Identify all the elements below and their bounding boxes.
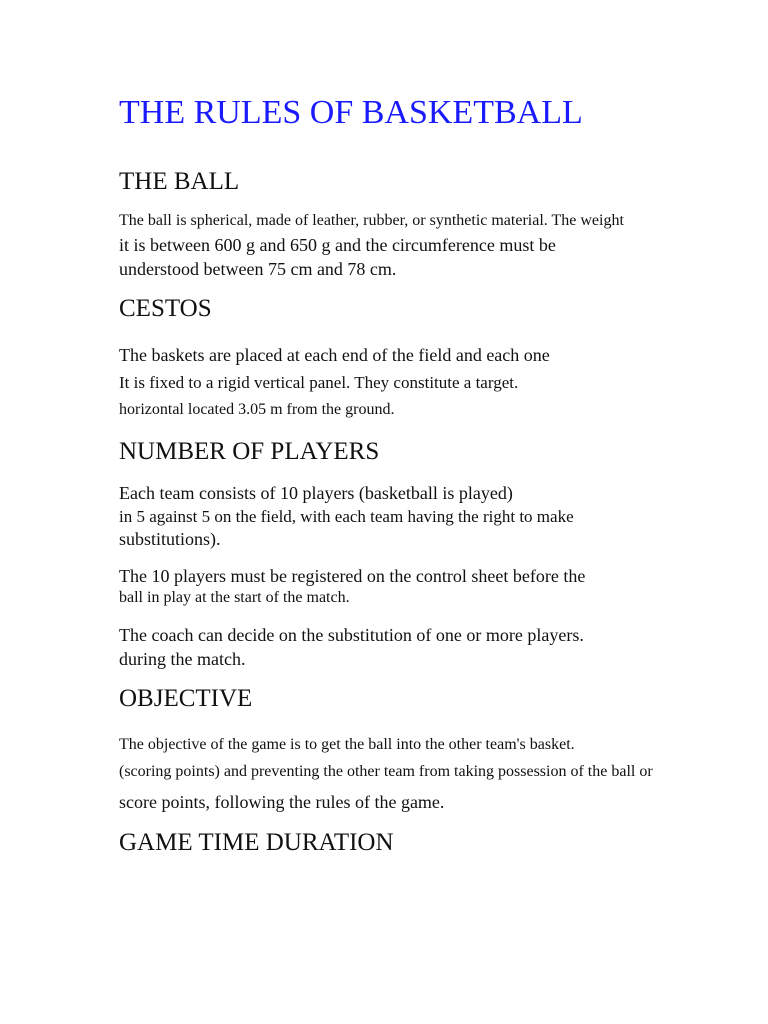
- section-heading-game-time-duration: GAME TIME DURATION: [119, 829, 394, 856]
- section-line: it is between 600 g and 650 g and the circumference must be: [119, 235, 556, 255]
- section-heading-objective: OBJECTIVE: [119, 685, 253, 712]
- section-line: in 5 against 5 on the field, with each team having the right to make: [119, 507, 574, 526]
- section-line: horizontal located 3.05 m from the ground.: [119, 401, 395, 418]
- section-heading-cestos: CESTOS: [119, 295, 212, 322]
- section-line: substitutions).: [119, 529, 221, 549]
- section-line: The baskets are placed at each end of the field and each one: [119, 345, 550, 365]
- section-line: (scoring points) and preventing the other team from taking possession of the ball or: [119, 763, 653, 780]
- document-title: THE RULES OF BASKETBALL: [119, 94, 583, 131]
- section-line: The 10 players must be registered on the control sheet before the: [119, 566, 586, 586]
- section-line: understood between 75 cm and 78 cm.: [119, 259, 397, 279]
- section-line: during the match.: [119, 649, 246, 669]
- section-line: ball in play at the start of the match.: [119, 589, 350, 606]
- section-line: score points, following the rules of the game.: [119, 792, 445, 812]
- section-heading-the-ball: THE BALL: [119, 168, 240, 195]
- section-line: The ball is spherical, made of leather, rubber, or synthetic material. The weight: [119, 212, 624, 229]
- section-heading-number-of-players: NUMBER OF PLAYERS: [119, 438, 380, 465]
- section-line: The coach can decide on the substitution of one or more players.: [119, 625, 584, 645]
- section-line: The objective of the game is to get the ball into the other team's basket.: [119, 736, 575, 753]
- section-line: Each team consists of 10 players (basketball is played): [119, 483, 513, 503]
- section-line: It is fixed to a rigid vertical panel. They constitute a target.: [119, 373, 519, 392]
